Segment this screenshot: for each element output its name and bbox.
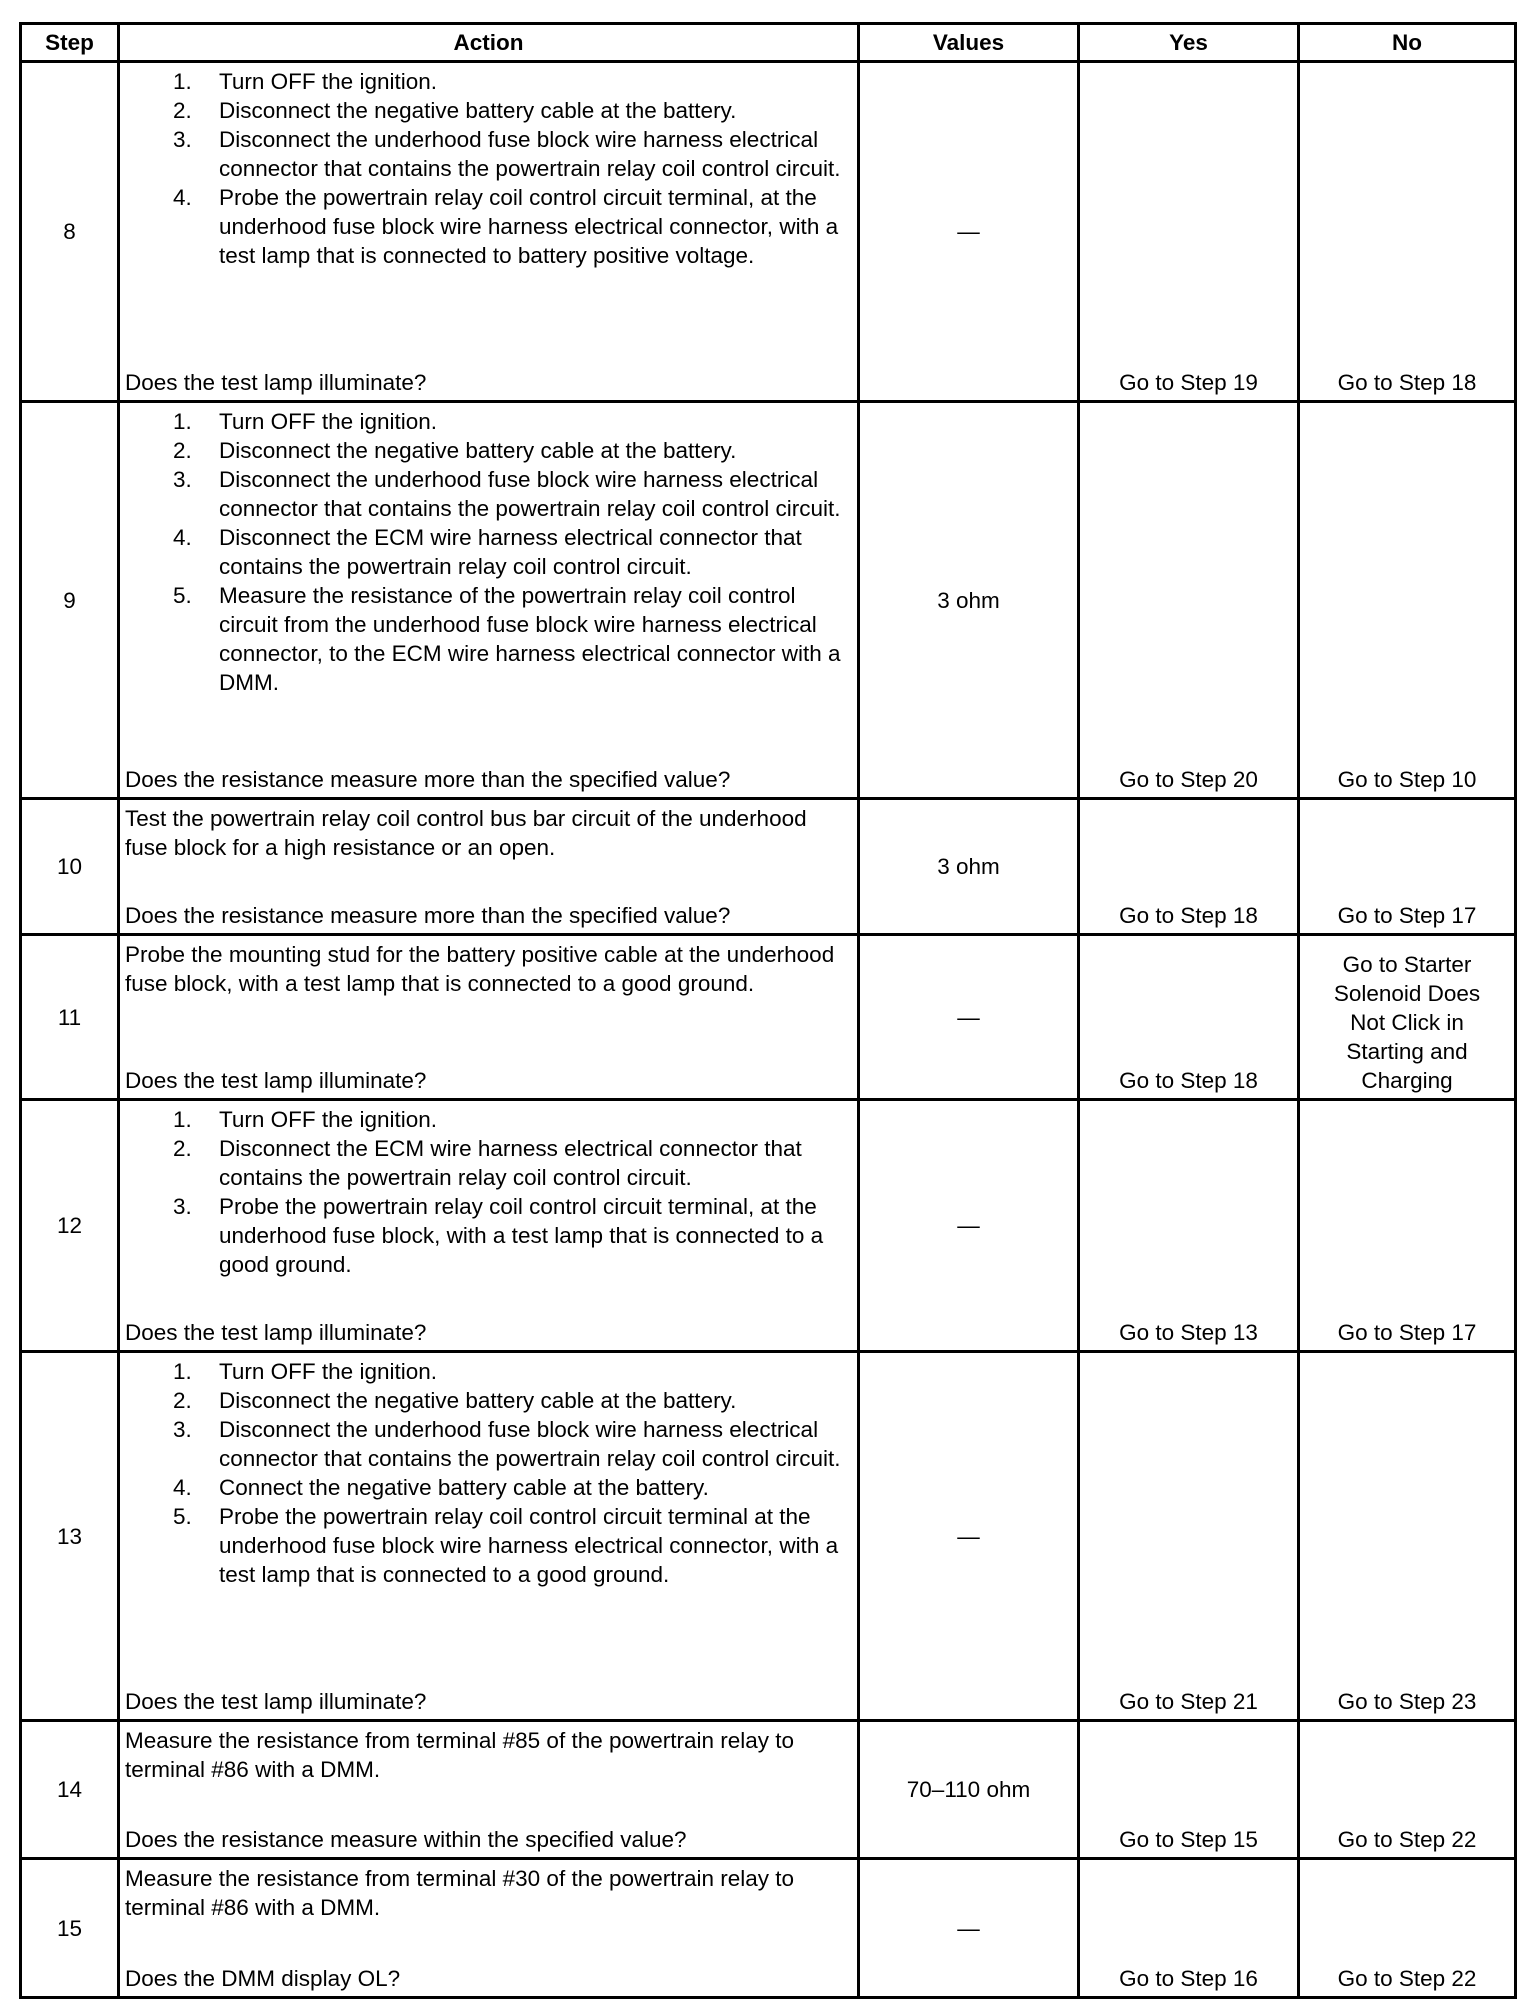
- instruction-number: 1.: [173, 1359, 192, 1384]
- step-number: 11: [21, 935, 119, 1100]
- action-instructions: [125, 1105, 849, 1279]
- header-row: [21, 24, 1516, 62]
- no-result: Go to Step 22: [1299, 1859, 1516, 1998]
- action-content: [125, 67, 849, 397]
- instruction-number: 3.: [173, 1194, 192, 1219]
- yes-result: Go to Step 20: [1079, 402, 1299, 799]
- value-cell: 70–110 ohm: [859, 1721, 1079, 1859]
- table-row: [21, 1859, 1516, 1998]
- instruction-item: [125, 465, 849, 523]
- instruction-item: [125, 523, 849, 581]
- action-content: [125, 1105, 849, 1347]
- instruction-number: 3.: [173, 1417, 192, 1442]
- action-instructions: [125, 804, 849, 862]
- instruction-number: 4.: [173, 1475, 192, 1500]
- instruction-number: 5.: [173, 583, 192, 608]
- instruction-number: 5.: [173, 1504, 192, 1529]
- no-result: Go to Step 17: [1299, 1100, 1516, 1352]
- instruction-number: 2.: [173, 1136, 192, 1161]
- value-cell: 3 ohm: [859, 799, 1079, 935]
- action-instructions: [125, 1726, 849, 1784]
- table-row: [21, 1100, 1516, 1352]
- value-cell: —: [859, 1352, 1079, 1721]
- instruction-text: Disconnect the ECM wire harness electrical connector that contains the powertrain relay coil control circuit.: [219, 525, 802, 579]
- action-question: Does the test lamp illuminate?: [125, 1068, 427, 1093]
- instruction-number: 4.: [173, 525, 192, 550]
- step-number: 12: [21, 1100, 119, 1352]
- instruction-text: Disconnect the underhood fuse block wire harness electrical connector that contains the powertrain relay coil control circuit.: [219, 1417, 841, 1471]
- action-question: Does the resistance measure within the specified value?: [125, 1827, 687, 1852]
- instruction-text: Disconnect the negative battery cable at the battery.: [219, 438, 737, 463]
- action-instructions: [125, 940, 849, 998]
- instruction-item: [125, 1357, 849, 1386]
- table-row: [21, 62, 1516, 402]
- instruction-number: 1.: [173, 69, 192, 94]
- instruction-number: 3.: [173, 127, 192, 152]
- yes-result: Go to Step 18: [1079, 799, 1299, 935]
- instruction-item: [125, 436, 849, 465]
- no-result: Go to Step 18: [1299, 62, 1516, 402]
- instruction-number: 2.: [173, 438, 192, 463]
- instruction-text: Probe the powertrain relay coil control circuit terminal, at the underhood fuse block wire harness electrical connector, with a test lamp that is connected to battery positive voltage.: [219, 185, 839, 268]
- instruction-item: [125, 407, 849, 436]
- action-cell: [119, 1352, 859, 1721]
- action-question: Does the DMM display OL?: [125, 1966, 401, 1991]
- value-cell: —: [859, 62, 1079, 402]
- yes-result: Go to Step 16: [1079, 1859, 1299, 1998]
- action-paragraph: Measure the resistance from terminal #30 of the powertrain relay to terminal #86 with a DMM.: [125, 1866, 795, 1920]
- yes-result: Go to Step 19: [1079, 62, 1299, 402]
- action-instructions: [125, 1357, 849, 1589]
- instruction-item: [125, 96, 849, 125]
- yes-result: Go to Step 15: [1079, 1721, 1299, 1859]
- action-paragraph: Probe the mounting stud for the battery positive cable at the underhood fuse block, with a test lamp that is connected to a good ground.: [125, 942, 835, 996]
- action-content: [125, 1726, 849, 1854]
- instruction-text: Turn OFF the ignition.: [219, 1359, 438, 1384]
- header-no: No: [1299, 24, 1516, 62]
- instruction-text: Disconnect the negative battery cable at the battery.: [219, 1388, 737, 1413]
- header-action: Action: [119, 24, 859, 62]
- action-question: Does the test lamp illuminate?: [125, 1689, 427, 1714]
- instruction-text: Disconnect the negative battery cable at the battery.: [219, 98, 737, 123]
- instruction-number: 1.: [173, 1107, 192, 1132]
- instruction-number: 1.: [173, 409, 192, 434]
- instruction-list: [125, 1357, 849, 1589]
- yes-result: Go to Step 21: [1079, 1352, 1299, 1721]
- action-paragraph: Test the powertrain relay coil control bus bar circuit of the underhood fuse block for a high resistance or an open.: [125, 806, 807, 860]
- yes-result: Go to Step 18: [1079, 935, 1299, 1100]
- diagnostic-table: [19, 22, 1517, 1999]
- action-instructions: [125, 1864, 849, 1922]
- instruction-text: Turn OFF the ignition.: [219, 1107, 438, 1132]
- no-result: Go to Step 17: [1299, 799, 1516, 935]
- instruction-text: Probe the powertrain relay coil control circuit terminal at the underhood fuse block wire harness electrical connector, with a test lamp that is connected to a good ground.: [219, 1504, 839, 1587]
- action-cell: [119, 1721, 859, 1859]
- no-result: Go to Step 22: [1299, 1721, 1516, 1859]
- action-instructions: [125, 407, 849, 697]
- action-paragraph: Measure the resistance from terminal #85 of the powertrain relay to terminal #86 with a DMM.: [125, 1728, 795, 1782]
- table-row: [21, 1721, 1516, 1859]
- instruction-text: Turn OFF the ignition.: [219, 69, 438, 94]
- action-cell: [119, 935, 859, 1100]
- action-content: [125, 1357, 849, 1716]
- step-number: 10: [21, 799, 119, 935]
- instruction-text: Disconnect the ECM wire harness electrical connector that contains the powertrain relay coil control circuit.: [219, 1136, 802, 1190]
- instruction-text: Disconnect the underhood fuse block wire harness electrical connector that contains the powertrain relay coil control circuit.: [219, 127, 841, 181]
- instruction-item: [125, 1415, 849, 1473]
- table-row: [21, 799, 1516, 935]
- instruction-item: [125, 1105, 849, 1134]
- action-content: [125, 804, 849, 930]
- step-number: 8: [21, 62, 119, 402]
- instruction-item: [125, 125, 849, 183]
- value-cell: 3 ohm: [859, 402, 1079, 799]
- instruction-text: Turn OFF the ignition.: [219, 409, 438, 434]
- step-number: 13: [21, 1352, 119, 1721]
- instruction-item: [125, 1502, 849, 1589]
- instruction-list: [125, 1105, 849, 1279]
- instruction-text: Connect the negative battery cable at the battery.: [219, 1475, 709, 1500]
- value-cell: —: [859, 1859, 1079, 1998]
- header-values: Values: [859, 24, 1079, 62]
- action-cell: [119, 1100, 859, 1352]
- action-cell: [119, 402, 859, 799]
- value-cell: —: [859, 935, 1079, 1100]
- no-result: Go to Step 23: [1299, 1352, 1516, 1721]
- instruction-number: 3.: [173, 467, 192, 492]
- action-cell: [119, 799, 859, 935]
- instruction-list: [125, 67, 849, 270]
- instruction-item: [125, 1473, 849, 1502]
- step-number: 15: [21, 1859, 119, 1998]
- no-result: Go to Starter Solenoid Does Not Click in Starting and Charging: [1299, 935, 1516, 1100]
- table-body: [21, 62, 1516, 1998]
- header-yes: Yes: [1079, 24, 1299, 62]
- no-result: Go to Step 10: [1299, 402, 1516, 799]
- instruction-number: 2.: [173, 1388, 192, 1413]
- instruction-item: [125, 581, 849, 697]
- action-question: Does the resistance measure more than the specified value?: [125, 903, 731, 928]
- instruction-text: Disconnect the underhood fuse block wire harness electrical connector that contains the powertrain relay coil control circuit.: [219, 467, 841, 521]
- action-cell: [119, 62, 859, 402]
- instruction-item: [125, 183, 849, 270]
- instruction-number: 4.: [173, 185, 192, 210]
- table-row: [21, 402, 1516, 799]
- action-question: Does the resistance measure more than the specified value?: [125, 767, 731, 792]
- instruction-number: 2.: [173, 98, 192, 123]
- step-number: 9: [21, 402, 119, 799]
- instruction-item: [125, 1386, 849, 1415]
- header-step: Step: [21, 24, 119, 62]
- action-content: [125, 1864, 849, 1993]
- instruction-item: [125, 1192, 849, 1279]
- table-row: [21, 935, 1516, 1100]
- yes-result: Go to Step 13: [1079, 1100, 1299, 1352]
- instruction-list: [125, 407, 849, 697]
- instruction-text: Probe the powertrain relay coil control circuit terminal, at the underhood fuse block, with a test lamp that is connected to a good ground.: [219, 1194, 824, 1277]
- table-row: [21, 1352, 1516, 1721]
- action-content: [125, 407, 849, 794]
- instruction-text: Measure the resistance of the powertrain relay coil control circuit from the underhood fuse block wire harness electrical connector, to the ECM wire harness electrical connector with a DMM.: [219, 583, 841, 695]
- instruction-item: [125, 1134, 849, 1192]
- action-question: Does the test lamp illuminate?: [125, 1320, 427, 1345]
- action-cell: [119, 1859, 859, 1998]
- action-instructions: [125, 67, 849, 270]
- action-content: [125, 940, 849, 1095]
- value-cell: —: [859, 1100, 1079, 1352]
- action-question: Does the test lamp illuminate?: [125, 370, 427, 395]
- instruction-item: [125, 67, 849, 96]
- step-number: 14: [21, 1721, 119, 1859]
